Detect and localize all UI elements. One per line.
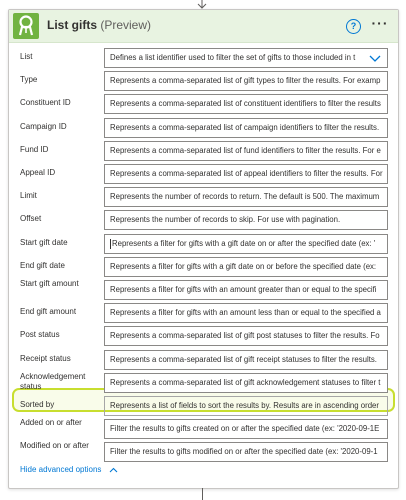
field-row-appeal-id [9,164,398,186]
field-value-acknowledgement-status: Represents a comma-separated list of gift acknowledgement statuses to filter t [110,378,381,387]
field-value-campaign-id: Represents a comma-separated list of campaign identifiers to filter the results. [110,123,380,132]
field-value-added-on-or-after: Filter the results to gifts created on or after the specified date (ex: '2020-09-1E [110,424,380,433]
field-label-acknowledgement-status: Acknowledgement status [20,372,86,391]
chevron-down-icon[interactable] [369,53,381,63]
field-input-appeal-id[interactable] [104,164,388,184]
field-input-fund-id[interactable] [104,141,388,161]
field-value-end-gift-date: Represents a filter for gifts with a gift date on or before the specified date (ex: [110,262,377,271]
blackbaud-raisers-edge-logo-icon [13,13,39,39]
text-cursor [110,239,111,249]
field-row-post-status [9,326,398,348]
field-value-limit: Represents the number of records to return. The default is 500. The maximum [110,192,380,201]
more-options-icon[interactable]: ··· [371,15,389,31]
field-value-appeal-id: Represents a comma-separated list of appeal identifiers to filter the results. For [110,169,383,178]
field-label-campaign-id: Campaign ID [20,122,67,131]
field-input-type[interactable] [104,71,388,91]
field-label-type: Type [20,75,38,84]
field-row-added-on-or-after [9,419,398,441]
field-input-end-gift-date[interactable] [104,257,388,277]
field-value-start-gift-date: Represents a filter for gifts with a gift date on or after the specified date (ex: ' [112,239,376,248]
field-row-start-gift-amount [9,280,398,302]
field-label-added-on-or-after: Added on or after [20,418,82,427]
field-row-type [9,71,398,93]
card-title-preview: (Preview) [100,18,152,32]
field-row-list [9,48,398,70]
card-header[interactable] [9,10,398,43]
field-row-limit [9,187,398,209]
field-row-fund-id [9,141,398,163]
field-row-campaign-id [9,118,398,140]
field-label-start-gift-date: Start gift date [20,238,68,247]
field-input-start-gift-amount[interactable] [104,280,388,300]
field-label-offset: Offset [20,214,42,223]
field-value-start-gift-amount: Represents a filter for gifts with an amount greater than or equal to the specifi [110,285,377,294]
field-value-type: Represents a comma-separated list of gift types to filter the results. For examp [110,76,381,85]
action-card [8,9,399,489]
field-label-appeal-id: Appeal ID [20,168,56,177]
card-title-text: List gifts [47,18,97,32]
field-label-limit: Limit [20,191,37,200]
field-input-modified-on-or-after[interactable] [104,442,388,462]
field-row-end-gift-date [9,257,398,279]
field-label-receipt-status: Receipt status [20,354,71,363]
field-label-fund-id: Fund ID [20,145,49,154]
field-row-modified-on-or-after [9,442,398,464]
field-row-end-gift-amount [9,303,398,325]
field-value-list: Defines a list identifier used to filter the set of gifts to those included in t [110,53,356,62]
field-input-acknowledgement-status[interactable] [104,373,388,393]
field-row-start-gift-date [9,234,398,256]
field-row-offset [9,210,398,232]
field-value-sorted-by: Represents a list of fields to sort the results by. Results are in ascending order [110,401,379,410]
field-label-start-gift-amount: Start gift amount [20,279,79,288]
field-value-receipt-status: Represents a comma-separated list of gift receipt statuses to filter the results. [110,355,377,364]
field-select-list[interactable] [104,48,388,68]
field-row-sorted-by [9,396,398,418]
field-value-fund-id: Represents a comma-separated list of fund identifiers to filter the results. For e [110,146,381,155]
field-input-offset[interactable] [104,210,388,230]
field-label-modified-on-or-after: Modified on or after [20,441,89,450]
field-input-campaign-id[interactable] [104,118,388,138]
field-value-modified-on-or-after: Filter the results to gifts modified on or after the specified date (ex: '2020-09-1 [110,447,378,456]
field-input-start-gift-date[interactable] [104,234,388,254]
field-value-constituent-id: Represents a comma-separated list of constituent identifiers to filter the results [110,99,381,108]
field-input-post-status[interactable] [104,326,388,346]
field-row-acknowledgement-status [9,373,398,395]
field-row-constituent-id [9,94,398,116]
hide-advanced-options-label: Hide advanced options [20,465,102,474]
field-label-sorted-by: Sorted by [20,400,55,409]
field-input-sorted-by[interactable] [104,396,388,416]
hide-advanced-options-link[interactable] [20,465,118,474]
field-value-end-gift-amount: Represents a filter for gifts with an amount less than or equal to the specified a [110,308,381,317]
field-input-receipt-status[interactable] [104,350,388,370]
field-label-post-status: Post status [20,330,60,339]
flow-connector-line [202,488,203,500]
field-value-offset: Represents the number of records to skip. For use with pagination. [110,215,341,224]
field-input-limit[interactable] [104,187,388,207]
field-input-constituent-id[interactable] [104,94,388,114]
help-icon[interactable]: ? [346,19,361,34]
field-label-list: List [20,52,33,61]
field-input-added-on-or-after[interactable] [104,419,388,439]
card-title [47,18,151,32]
field-label-end-gift-date: End gift date [20,261,65,270]
field-label-end-gift-amount: End gift amount [20,307,77,316]
field-label-constituent-id: Constituent ID [20,98,71,107]
chevron-up-icon [109,467,118,473]
field-value-post-status: Represents a comma-separated list of gift post statuses to filter the results. Fo [110,331,380,340]
field-row-receipt-status [9,350,398,372]
field-input-end-gift-amount[interactable] [104,303,388,323]
